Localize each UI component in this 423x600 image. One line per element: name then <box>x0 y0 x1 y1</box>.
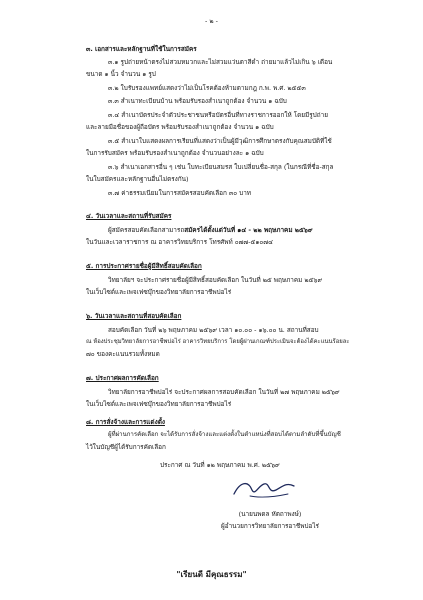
signer-name: (นายนพดล หัตถาพงษ์) <box>238 510 302 518</box>
sec3-item-2: ๓.๒ ใบรับรองแพทย์แสดงว่าไม่เป็นโรคต้องห้ามตามกฎ ก.พ. พ.ศ. ๒๕๕๓ <box>108 84 306 92</box>
sec6-line-2: ณ ห้องประชุมวิทยาลัยการอาชีพบ่อไร่ อาคารวิทยบริการ โดยผู้ผ่านเกณฑ์ประเมินจะต้องได้คะแนนร้อยละ <box>86 339 350 345</box>
sec3-item-4-cont: และลายมือชื่อของผู้ถือบัตร พร้อมรับรองสำเนาถูกต้อง จำนวน ๑ ฉบับ <box>86 123 274 131</box>
sec3-item-6: ๓.๖ สำเนาเอกสารอื่น ๆ เช่น ใบทะเบียนสมรส ใบเปลี่ยนชื่อ-สกุล (ในกรณีที่ชื่อ-สกุล <box>108 163 334 171</box>
section-6-heading: ๖. วันเวลาและสถานที่สอบคัดเลือก <box>86 312 182 320</box>
sec4-line-1-prefix: ผู้สมัครสอบคัดเลือกสามารถ <box>108 226 185 234</box>
announce-date: ประกาศ ณ วันที่ ๑๒ พฤษภาคม พ.ศ. ๒๕๖๙ <box>160 461 280 469</box>
sec3-item-3: ๓.๓ สำเนาทะเบียนบ้าน พร้อมรับรองสำเนาถูกต้อง จำนวน ๑ ฉบับ <box>108 97 287 105</box>
sec7-line-2: ในเว็บไซต์และเพจเฟซบุ๊กของวิทยาลัยการอาชีพบ่อไร่ <box>86 400 232 408</box>
handwritten-signature <box>230 476 300 502</box>
page-number: - ๒ - <box>205 17 218 25</box>
sec5-line-2: ในเว็บไซต์และเพจเฟซบุ๊กของวิทยาลัยการอาชีพบ่อไร่ <box>86 288 232 296</box>
sec3-item-1-cont: ขนาด ๑ นิ้ว จำนวน ๑ รูป <box>86 70 156 78</box>
section-3-heading: ๓. เอกสารและหลักฐานที่ใช้ในการสมัคร <box>86 45 197 53</box>
sec7-line-1: วิทยาลัยการอาชีพบ่อไร่ จะประกาศผลการสอบคัดเลือก ในวันที่ ๒๗ พฤษภาคม ๒๕๖๙ <box>108 388 340 396</box>
sec4-line-2: ในวันและเวลาราชการ ณ อาคารวิทยบริการ โทรศัพท์ ๐๗๗-๕๑๐๗๔ <box>86 238 273 246</box>
sec3-item-5-cont: ในการรับสมัคร พร้อมรับรองสำเนาถูกต้อง จำนวนอย่างละ ๑ ฉบับ <box>86 149 264 157</box>
sec3-item-5: ๓.๕ สำเนาใบแสดงผลการเรียนที่แสดงว่าเป็นผู้มีวุฒิการศึกษาตรงกับคุณสมบัติที่ใช้ <box>108 137 332 145</box>
sec4-apply-dates: สมัครได้ตั้งแต่วันที่ ๑๔ - ๒๒ พฤษภาคม ๒๕๖๙ <box>184 226 313 234</box>
sec3-item-4: ๓.๔ สำเนาบัตรประจำตัวประชาชนหรือบัตรอื่นที่ทางราชการออกให้ โดยมีรูปถ่าย <box>108 111 328 119</box>
signer-title: ผู้อำนวยการวิทยาลัยการอาชีพบ่อไร่ <box>221 522 319 530</box>
section-5-heading: ๕. การประกาศรายชื่อผู้มีสิทธิ์สอบคัดเลือก <box>86 262 202 270</box>
section-7-heading: ๗. ประกาศผลการคัดเลือก <box>86 374 159 382</box>
school-motto: "เรียนดี มีคุณธรรม" <box>176 570 247 579</box>
sec6-line-1: สอบคัดเลือก วันที่ ๒๖ พฤษภาคม ๒๕๖๙ เวลา ๑๐.๐๐ - ๑๖.๐๐ น. สถานที่สอบ <box>108 326 319 334</box>
sec4-line-1 <box>108 226 313 234</box>
sec6-line-3: ๗๐ ของคะแนนรวมทั้งหมด <box>86 350 160 358</box>
sec3-item-7: ๓.๗ ค่าธรรมเนียมในการสมัครสอบคัดเลือก ๓๐ บาท <box>108 189 252 197</box>
section-8-heading: ๘. การสั่งจ้างและการแต่งตั้ง <box>86 418 165 426</box>
sec3-item-1: ๓.๑ รูปถ่ายหน้าตรงไม่สวมหมวกและไม่สวมแว่นตาสีดำ ถ่ายมาแล้วไม่เกิน ๖ เดือน <box>108 58 333 66</box>
section-4-heading: ๔. วันเวลาและสถานที่รับสมัคร <box>86 212 172 220</box>
sec8-line-1: ผู้ที่ผ่านการคัดเลือก จะได้รับการสั่งจ้างและแต่งตั้งในตำแหน่งที่สอบได้ตามลำดับที่ขึ้นบัญชี <box>108 431 341 438</box>
sec5-line-1: วิทยาลัยฯ จะประกาศรายชื่อผู้มีสิทธิ์สอบคัดเลือก ในวันที่ ๒๕ พฤษภาคม ๒๕๖๙ <box>108 276 323 284</box>
sec3-item-6-cont: ในใบสมัครและหลักฐานอื่นไม่ตรงกัน) <box>86 175 189 183</box>
sec8-line-2: ไว้ในบัญชีผู้ได้รับการคัดเลือก <box>86 443 166 451</box>
